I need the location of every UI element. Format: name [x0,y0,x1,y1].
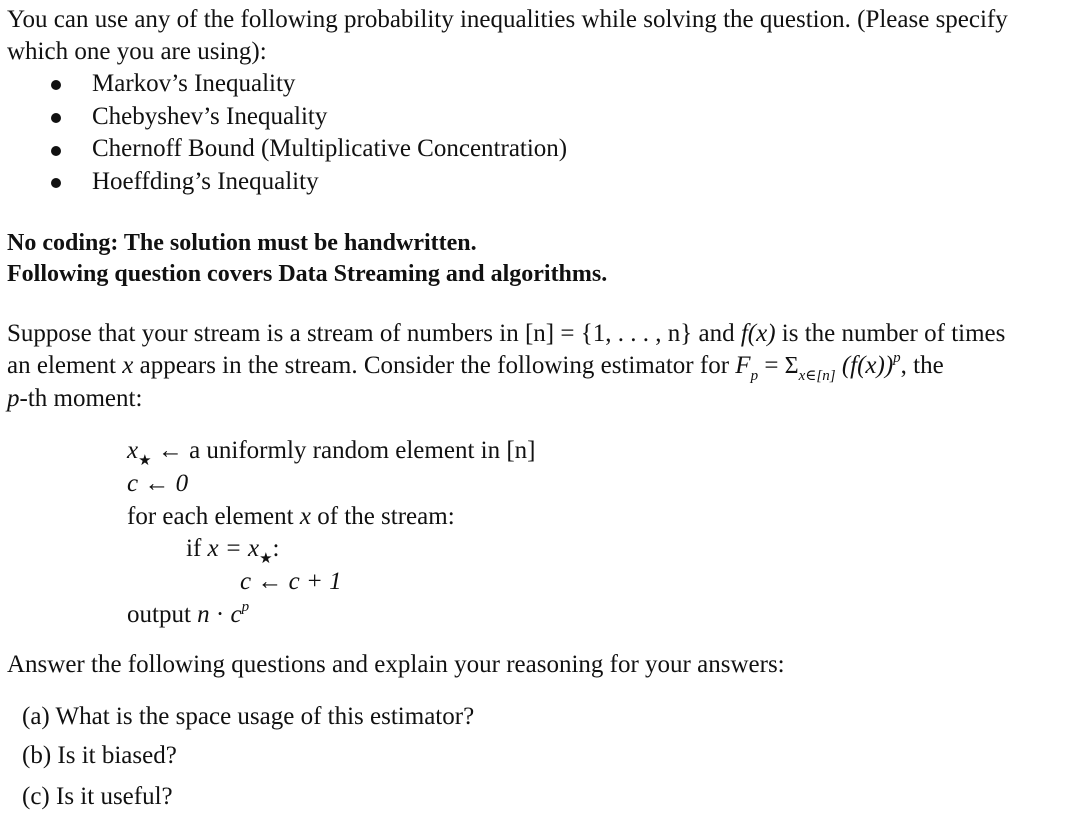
questions-prompt: Answer the following questions and explain your reasoning for your answers: [7,651,785,678]
algorithm-line-6: output $n \cdot c^p$ [127,599,250,628]
inequality-item-chebyshev: Chebyshev’s Inequality [92,103,328,130]
inequality-item-chernoff: Chernoff Bound (Multiplicative Concentration) [92,135,568,162]
algorithm-line-1: $x_★$ ← a uniformly random element in [n] [127,437,536,469]
bullet-icon [51,178,61,188]
bullet-icon [51,113,61,123]
question-c: (c) Is it useful? [22,783,173,810]
inequality-item-hoeffding: Hoeffding’s Inequality [92,168,319,195]
algorithm-line-5: c ← c + 1 [240,568,342,595]
question-a: (a) What is the space usage of this estimator? [22,703,475,730]
bullet-icon [51,80,61,90]
intro-line-1: You can use any of the following probability inequalities while solving the question. (Please specify [7,6,1008,33]
inequality-item-markov: Markov’s Inequality [92,70,296,97]
algorithm-line-3: for each element x of the stream: [127,503,455,530]
problem-line-1: Suppose that your stream is a stream of numbers in [n] = {1, . . . , n} and f(x) is the number of times [7,320,1006,347]
question-b: (b) Is it biased? [22,742,177,769]
algorithm-line-4: if $x = x_★$: [186,535,280,567]
intro-line-2: which one you are using): [7,38,267,65]
topic-note: Following question covers Data Streaming and algorithms. [7,261,608,287]
bullet-icon [51,146,61,156]
algorithm-line-2: c ← 0 [127,470,189,497]
problem-line-3: p-th moment: [7,385,143,412]
problem-line-2: an element x appears in the stream. Consider the following estimator for $F_p = \Sigma_{x\in[n]}$ $(f(x))^p$, the [7,350,944,384]
no-coding-note: No coding: The solution must be handwritten. [7,230,477,256]
